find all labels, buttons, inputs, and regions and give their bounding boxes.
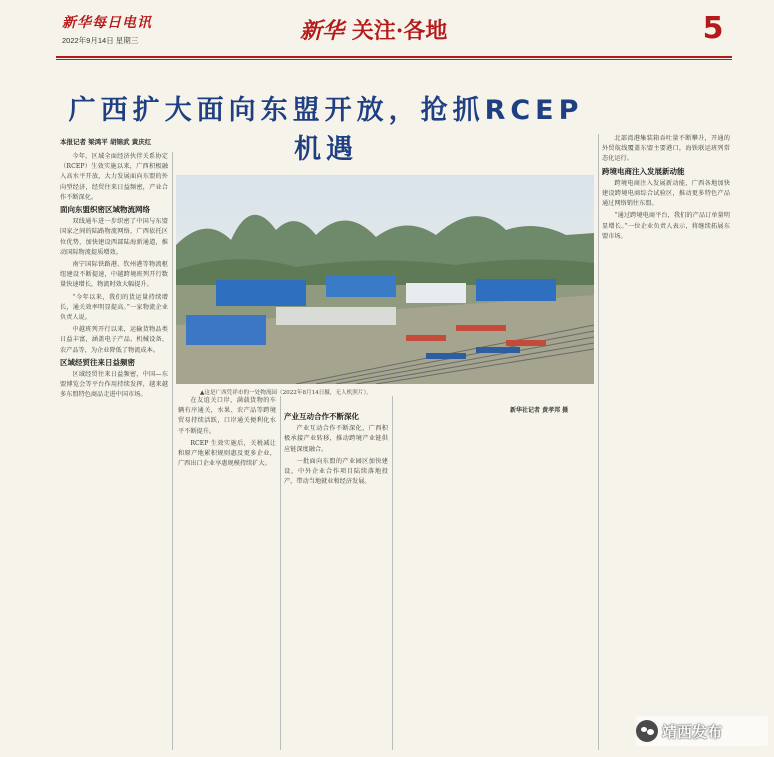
subhead-2: 区域经贸往来日益频密	[60, 357, 135, 367]
paragraph: 北部湾港集装箱吞吐量不断攀升，开通的外贸航线覆盖东盟主要港口，海铁联运班列常态化运行。	[602, 135, 730, 163]
column-3	[284, 412, 388, 750]
paragraph: 双线通车进一步织密了中国与东盟国家之间的陆路物流网络，广西依托区位优势，加快建设西部陆海新通道，推动国际物流提质增效。	[60, 218, 168, 256]
paragraph: RCEP 生效实施后，关税减让和原产地累积规则惠及更多企业，广西出口企业享惠规模持续扩大。	[178, 439, 276, 468]
paragraph: 一批面向东盟的产业园区加快建设，中外企业合作项目陆续落地投产，带动当地就业和经济发展。	[284, 457, 388, 486]
section-logo: 新华	[300, 18, 345, 44]
byline: 本报记者 梁鸿平 胡锦武 黄庆红	[60, 138, 152, 146]
column-divider	[280, 396, 281, 750]
issue-date: 2022年9月14日 星期三	[62, 36, 139, 45]
news-photo	[176, 175, 594, 384]
paragraph: “通过跨境电商平台，我们的产品订单量明显增长。”一位企业负责人表示，将继续拓展东盟市场。	[602, 212, 730, 240]
subhead-4: 跨境电商注入发展新动能	[602, 166, 685, 176]
logistics-park-image	[176, 175, 594, 384]
paragraph: 在友谊关口岸，满载货物的车辆有序通关，水果、农产品等跨境贸易持续活跃，口岸通关便利化水平不断提升。	[178, 397, 276, 435]
photo-credit: 新华社记者 黄孝邦 摄	[510, 407, 569, 414]
subhead-1: 面向东盟织密区域物流网络	[60, 205, 150, 215]
subhead-3: 产业互动合作不断深化	[284, 412, 359, 421]
section-header	[300, 14, 447, 45]
paragraph: 产业互动合作不断深化，广西积极承接产业转移，推动跨境产业链供应链深度融合。	[284, 425, 388, 453]
header-rule	[56, 56, 732, 58]
paragraph: 跨境电商注入发展新动能，广西各地加快建设跨境电商综合试验区，推动更多特色产品通过网络销往东盟。	[602, 179, 730, 208]
paper-name: 新华每日电讯	[62, 15, 152, 31]
section-title: 关注·各地	[351, 18, 448, 44]
photo-caption: ▲这是广西凭祥市的一处物流园（2022年8月14日摄，无人机照片）。	[200, 390, 372, 396]
paragraph: 今年，区域全面经济伙伴关系协定（RCEP）生效实施以来，广西积极融入高水平开放，大力发展面向东盟的外向型经济，经贸往来日益频密，产业合作不断深化。	[60, 153, 168, 201]
headline: 广西扩大面向东盟开放，抢抓RCEP机遇	[68, 95, 584, 165]
column-divider	[172, 152, 173, 750]
masthead	[0, 0, 774, 62]
masthead-left	[62, 12, 152, 46]
paragraph: “今年以来，我们的货运量持续增长，通关效率明显提高。”一家物流企业负责人说。	[60, 293, 168, 322]
paragraph: 南宁国际铁路港、钦州港等物流枢纽建设不断提速，中越跨境班列开行数量快速增长，物流时效大幅提升。	[60, 261, 168, 289]
paragraph: 区域经贸往来日益频密，中国—东盟博览会等平台作用持续发挥，越来越多东盟特色商品走进中国市场。	[60, 371, 168, 399]
wechat-icon	[636, 720, 658, 742]
column-2	[178, 396, 276, 750]
column-4	[602, 134, 730, 714]
paragraph: 中越班列开行以来，运输货物品类日益丰富，涵盖电子产品、机械设备、农产品等，为企业降低了物流成本。	[60, 326, 168, 354]
column-divider	[598, 134, 599, 750]
watermark	[636, 716, 768, 746]
page-number: 5	[702, 11, 724, 46]
header-rule-thin	[56, 59, 732, 60]
column-divider	[392, 396, 393, 750]
column-1	[60, 152, 168, 750]
watermark-text: 靖西发布	[662, 722, 723, 741]
